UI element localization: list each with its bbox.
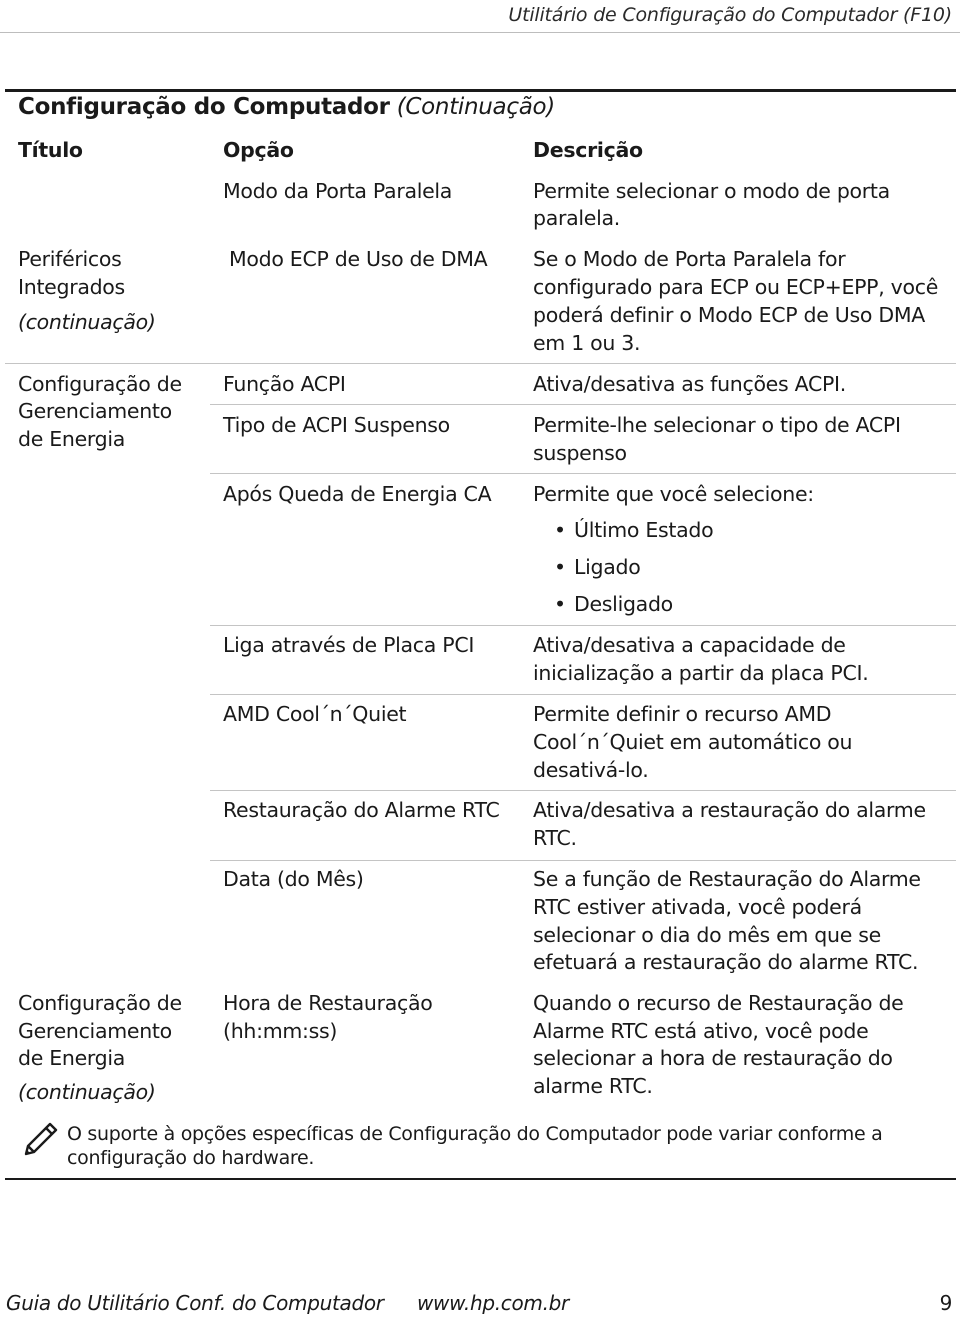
desc-data-mes-2: RTC estiver ativada, você poderá [533,895,862,919]
bullet-ultimo-estado: • Último Estado [574,517,713,545]
section-energia-3: de Energia [18,427,126,451]
pencil-note-icon [20,1120,60,1160]
table-title-main: Configuração do Computador [18,94,390,120]
option-hora-1: Hora de Restauração [223,991,433,1015]
note-line-1: O suporte à opções específicas de Configuração do Computador pode variar conforme a [67,1123,883,1145]
row-divider-6 [210,860,956,861]
footer-url: www.hp.com.br [417,1291,569,1315]
row-divider-1 [210,404,956,405]
option-placa-pci: Liga através de Placa PCI [223,633,475,657]
option-ecp-dma: Modo ECP de Uso de DMA [229,247,488,271]
section-perifericos-cont: (continuação) [18,310,156,334]
row-divider-4 [210,694,956,695]
desc-tipo-acpi-2: suspenso [533,441,627,465]
desc-ecp-dma-1: Se o Modo de Porta Paralela for [533,247,846,271]
desc-cool-quiet-2: Cool´n´Quiet em automático ou [533,730,853,754]
desc-hora-2: Alarme RTC está ativo, você pode [533,1019,869,1043]
desc-alarme-rtc-2: RTC. [533,826,577,850]
section-energia-cont-1: Configuração de [18,991,182,1015]
note-line-2: configuração do hardware. [67,1146,315,1169]
desc-cool-quiet-3: desativá-lo. [533,758,649,782]
desc-placa-pci-2: inicialização a partir da placa PCI. [533,661,869,685]
note-text [67,1123,882,1170]
section-energia-cont-2: Gerenciamento [18,1019,172,1043]
section-energia-2: Gerenciamento [18,399,172,423]
desc-hora-4: alarme RTC. [533,1074,653,1098]
desc-hora-3: selecionar a hora de restauração do [533,1046,893,1070]
option-queda-energia: Após Queda de Energia CA [223,482,492,506]
running-header [0,0,960,33]
option-porta-paralela: Modo da Porta Paralela [223,179,453,203]
table-bottom-rule [5,1178,956,1180]
bullet-ligado: • Ligado [574,554,640,582]
section-energia-cont-3: de Energia [18,1046,126,1070]
section-perifericos-1: Periféricos [18,247,122,271]
row-divider-3 [210,625,956,626]
footer-guide-title: Guia do Utilitário Conf. do Computador [6,1291,384,1315]
desc-ecp-dma-4: em 1 ou 3. [533,331,641,355]
desc-queda-energia-1: Permite que você selecione: [533,482,814,506]
section-energia-cont-cont: (continuação) [18,1080,156,1104]
desc-hora-1: Quando o recurso de Restauração de [533,991,904,1015]
desc-data-mes-3: selecionar o dia do mês em que se [533,923,881,947]
desc-ecp-dma-3: poderá definir o Modo ECP de Uso DMA [533,303,925,327]
row-divider-5 [210,790,956,791]
option-hora-2: (hh:mm:ss) [223,1019,338,1043]
section-energia-1: Configuração de [18,372,182,396]
section-perifericos-2: Integrados [18,275,125,299]
option-cool-quiet: AMD Cool´n´Quiet [223,702,407,726]
section-divider-1 [5,363,956,364]
desc-funcao-acpi-1: Ativa/desativa as funções ACPI. [533,372,846,396]
option-alarme-rtc: Restauração do Alarme RTC [223,798,500,822]
desc-cool-quiet-1: Permite definir o recurso AMD [533,702,832,726]
desc-porta-paralela-1: Permite selecionar o modo de porta [533,179,890,203]
running-header-text: Utilitário de Configuração do Computador (F10) [508,4,952,26]
desc-placa-pci-1: Ativa/desativa a capacidade de [533,633,846,657]
option-data-mes: Data (do Mês) [223,867,364,891]
desc-alarme-rtc-1: Ativa/desativa a restauração do alarme [533,798,926,822]
table-title [18,92,555,122]
option-tipo-acpi: Tipo de ACPI Suspenso [223,413,450,437]
footer-page-number: 9 [939,1291,952,1315]
table-title-cont: (Continuação) [389,94,555,120]
row-divider-2 [210,473,956,474]
desc-data-mes-4: efetuará a restauração do alarme RTC. [533,950,919,974]
header-titulo: Título [18,138,83,162]
header-opcao: Opção [223,138,294,162]
desc-data-mes-1: Se a função de Restauração do Alarme [533,867,921,891]
header-descricao: Descrição [533,138,643,162]
desc-tipo-acpi-1: Permite-lhe selecionar o tipo de ACPI [533,413,901,437]
option-funcao-acpi: Função ACPI [223,372,346,396]
desc-porta-paralela-2: paralela. [533,206,620,230]
desc-ecp-dma-2: configurado para ECP ou ECP+EPP, você [533,275,939,299]
bullet-desligado: • Desligado [574,591,673,619]
